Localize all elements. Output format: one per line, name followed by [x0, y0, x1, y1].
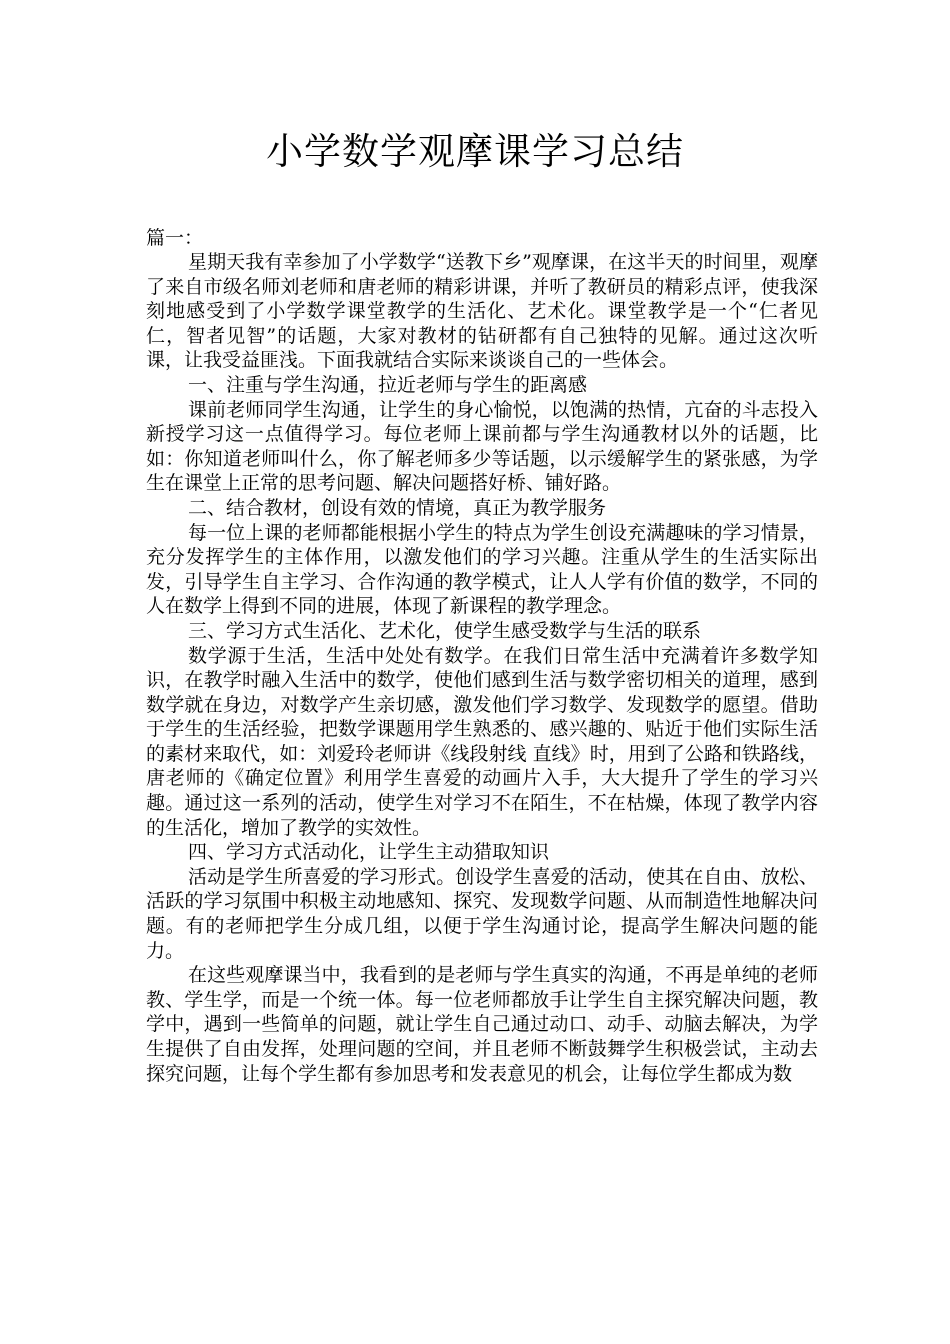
section-label: 篇一： — [146, 227, 204, 249]
section-heading-3: 三、学习方式生活化、艺术化，使学生感受数学与生活的联系 — [188, 619, 702, 642]
section-3-paragraph: 数学源于生活，生活中处处有数学。在我们日常生活中充满着许多数学知识，在教学时融入生活中的数学，使他们感到生活与数学密切相关的道理，感到数学就在身边，对数学产生亲切感，激发他们学习数学、发现数学的愿望。借助于学生的生活经验，把数学课题用学生熟悉的、感兴趣的、贴近于他们实际生活的素材来取代，如：刘爱玲老师讲《线段射线 直线》时，用到了公路和铁路线，唐老师的《确定位置》利用学生喜爱的动画片入手，大大提升了学生的学习兴趣。通过这一系列的活动，使学生对学习不在陌生，不在枯燥，体现了教学内容的生活化，增加了教学的实效性。 — [146, 644, 818, 839]
document-body — [146, 226, 818, 1086]
section-2-paragraph: 每一位上课的老师都能根据小学生的特点为学生创设充满趣味的学习情景，充分发挥学生的主体作用，以激发他们的学习兴趣。注重从学生的生活实际出发，引导学生自主学习、合作沟通的教学模式，让人人学有价值的数学，不同的人在数学上得到不同的进展，体现了新课程的教学理念。 — [146, 521, 818, 618]
document-title: 小学数学观摩课学习总结 — [266, 130, 684, 173]
intro-paragraph: 星期天我有幸参加了小学数学“送教下乡”观摩课，在这半天的时间里，观摩了来自市级名师刘老师和唐老师的精彩讲课，并听了教研员的精彩点评，使我深刻地感受到了小学数学课堂教学的生活化、艺术化。课堂教学是一个“仁者见仁，智者见智”的话题，大家对教材的钻研都有自己独特的见解。通过这次听课，让我受益匪浅。下面我就结合实际来谈谈自己的一些体会。 — [146, 251, 818, 372]
section-heading-1: 一、注重与学生沟通，拉近老师与学生的距离感 — [188, 373, 588, 396]
closing-paragraph: 在这些观摩课当中，我看到的是老师与学生真实的沟通，不再是单纯的老师教、学生学，而是一个统一体。每一位老师都放手让学生自主探究解决问题，教学中，遇到一些简单的问题，就让学生自己通过动口、动手、动脑去解决，为学生提供了自由发挥，处理问题的空间，并且老师不断鼓舞学生积极尝试，主动去探究问题，让每个学生都有参加思考和发表意见的机会，让每位学生都成为数 — [146, 964, 818, 1085]
section-heading-2: 二、结合教材，创设有效的情境，真正为教学服务 — [188, 496, 607, 519]
section-4-paragraph: 活动是学生所喜爱的学习形式。创设学生喜爱的活动，使其在自由、放松、活跃的学习氛围中积极主动地感知、探究、发现数学问题、从而制造性地解决问题。有的老师把学生分成几组，以便于学生沟通讨论，提高学生解决问题的能力。 — [146, 865, 818, 962]
section-heading-4: 四、学习方式活动化，让学生主动猎取知识 — [188, 841, 550, 864]
section-1-paragraph: 课前老师同学生沟通，让学生的身心愉悦，以饱满的热情，亢奋的斗志投入新授学习这一点值得学习。每位老师上课前都与学生沟通教材以外的话题，比如：你知道老师叫什么，你了解老师多少等话题，以示缓解学生的紧张感，为学生在课堂上正常的思考问题、解决问题搭好桥、铺好路。 — [146, 398, 818, 495]
